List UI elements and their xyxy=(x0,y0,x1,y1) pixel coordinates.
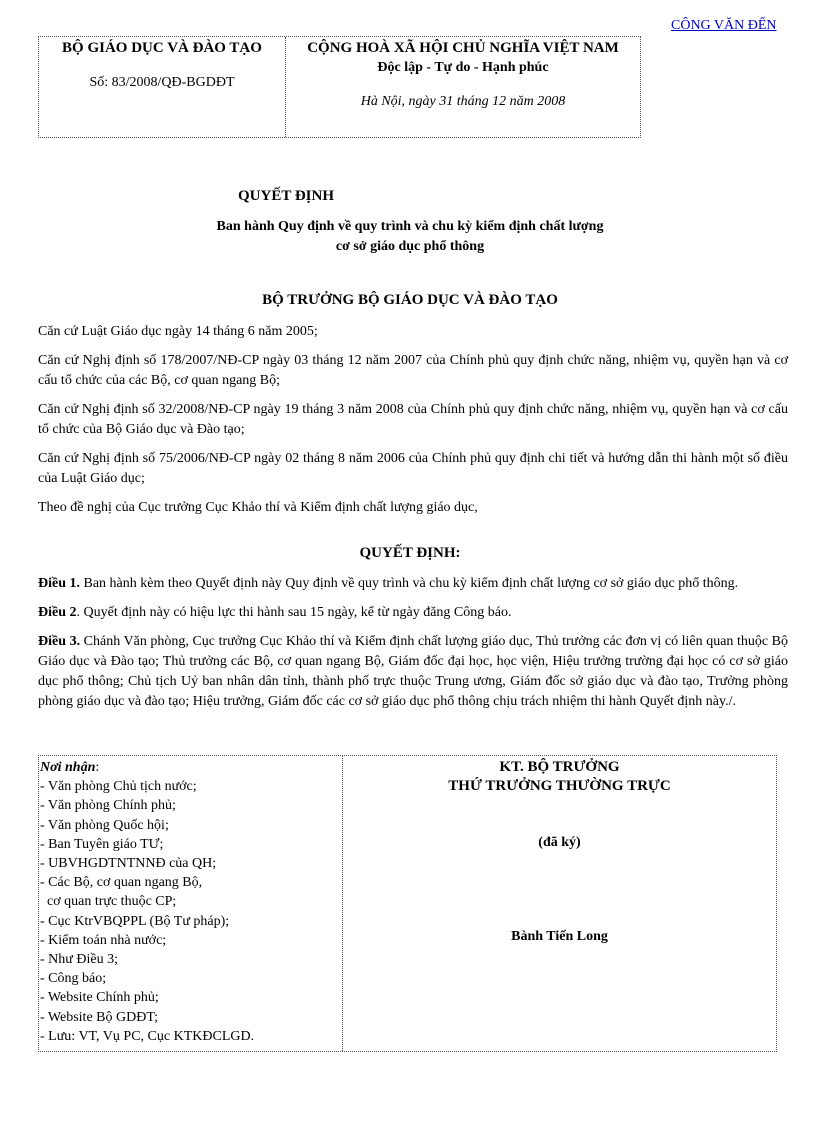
document-subtitle xyxy=(150,217,670,257)
article-text: Ban hành kèm theo Quyết định này Quy định về quy trình và chu kỳ kiểm định chất lượng cơ sở giáo dục phổ thông. xyxy=(80,576,739,591)
recipients-list xyxy=(39,756,343,1051)
recipient-item: - Văn phòng Chủ tịch nước; xyxy=(40,779,197,795)
signing-block xyxy=(343,756,776,1051)
recipient-item: - Website Bộ GDĐT; xyxy=(40,1009,158,1025)
recipient-item: - Kiểm toán nhà nước; xyxy=(40,932,167,948)
article-3 xyxy=(38,632,788,712)
signer-name: Bành Tiến Long xyxy=(511,929,608,944)
article-label: Điều 2 xyxy=(38,605,77,620)
recipient-item: - Cục KtrVBQPPL (Bộ Tư pháp); xyxy=(40,913,230,929)
incoming-document-link[interactable]: CÔNG VĂN ĐẾN xyxy=(671,18,777,33)
issuing-agency: BỘ GIÁO DỤC VÀ ĐÀO TẠO xyxy=(62,40,262,56)
article-text: Chánh Văn phòng, Cục trưởng Cục Khảo thí và Kiểm định chất lượng giáo dục, Thủ trưởng các đơn vị có liên quan thuộc Bộ Giáo dục và Đào tạo; Thủ trưởng các Bộ, cơ quan ngang Bộ, Giám đốc đại học, học viện, Hiệu trưởng trường đại học có cơ sở giáo dục phổ thông; Chủ tịch Uỷ ban nhân dân tỉnh, thành phố trực thuộc Trung ương, Giám đốc sở giáo dục và đào tạo, Trưởng phòng phòng giáo dục và đào tạo; Hiệu trưởng, Giám đốc các cơ sở giáo dục phổ thông chịu trách nhiệm thi hành Quyết định này./. xyxy=(38,634,789,709)
recipient-item: - Website Chính phủ; xyxy=(40,990,159,1006)
recipient-item: - Lưu: VT, Vụ PC, Cục KTKĐCLGD. xyxy=(40,1028,255,1044)
subtitle-line: cơ sở giáo dục phổ thông xyxy=(335,239,485,254)
legal-ground: Căn cứ Luật Giáo dục ngày 14 tháng 6 năm 2005; xyxy=(38,324,318,339)
recipient-item: cơ quan trực thuộc CP; xyxy=(40,894,177,910)
national-block xyxy=(286,37,640,137)
legal-grounds xyxy=(38,322,788,527)
national-motto: Độc lập - Tự do - Hạnh phúc xyxy=(377,60,549,75)
recipient-item: - Văn phòng Quốc hội; xyxy=(40,817,169,833)
decision-heading: QUYẾT ĐỊNH: xyxy=(359,545,461,561)
articles xyxy=(38,574,788,721)
issuer-block xyxy=(39,37,286,137)
signature-table xyxy=(38,755,777,1052)
signature-status: (đã ký) xyxy=(538,835,581,850)
article-label: Điều 1. xyxy=(38,576,80,591)
signer-role: KT. BỘ TRƯỞNG xyxy=(499,759,620,775)
document-number: Số: 83/2008/QĐ-BGDĐT xyxy=(89,75,235,90)
national-title: CỘNG HOÀ XÃ HỘI CHỦ NGHĨA VIỆT NAM xyxy=(307,40,619,56)
recipient-item: - Công báo; xyxy=(40,971,107,987)
legal-ground: Căn cứ Nghị định số 75/2006/NĐ-CP ngày 02 tháng 8 năm 2006 của Chính phủ quy định chi tiết và hướng dẫn thi hành một số điều của Luật Giáo dục; xyxy=(38,451,788,486)
place-date: Hà Nội, ngày 31 tháng 12 năm 2008 xyxy=(360,94,566,109)
signer-title: THỨ TRƯỞNG THƯỜNG TRỰC xyxy=(448,778,671,794)
recipients-heading: Nơi nhận xyxy=(40,760,96,775)
article-2 xyxy=(38,603,788,623)
recipient-item: - Ban Tuyên giáo TƯ; xyxy=(40,836,164,852)
legal-ground: Theo đề nghị của Cục trưởng Cục Khảo thí và Kiểm định chất lượng giáo dục, xyxy=(38,500,478,515)
legal-ground: Căn cứ Nghị định số 32/2008/NĐ-CP ngày 19 tháng 3 năm 2008 của Chính phủ quy định chức năng, nhiệm vụ, quyền hạn và cơ cấu tổ chức của Bộ Giáo dục và Đào tạo; xyxy=(38,402,788,437)
legal-ground: Căn cứ Nghị định số 178/2007/NĐ-CP ngày 03 tháng 12 năm 2007 của Chính phủ quy định chức năng, nhiệm vụ, quyền hạn và cơ cấu tổ chức của các Bộ, cơ quan ngang Bộ; xyxy=(38,353,788,388)
recipient-item: - UBVHGDTNTNNĐ của QH; xyxy=(40,856,217,872)
document-title: QUYẾT ĐỊNH xyxy=(238,188,334,204)
article-1 xyxy=(38,574,788,594)
document-header xyxy=(38,36,641,138)
article-label: Điều 3. xyxy=(38,634,81,649)
article-text: . Quyết định này có hiệu lực thi hành sau 15 ngày, kể từ ngày đăng Công báo. xyxy=(76,605,512,620)
recipient-item: - Như Điều 3; xyxy=(40,952,118,968)
authority-heading: BỘ TRƯỞNG BỘ GIÁO DỤC VÀ ĐÀO TẠO xyxy=(262,292,558,308)
recipients-heading-row: Nơi nhận: xyxy=(40,760,100,775)
recipient-item: - Văn phòng Chính phủ; xyxy=(40,798,176,814)
subtitle-line: Ban hành Quy định về quy trình và chu kỳ kiểm định chất lượng xyxy=(216,219,604,234)
recipient-item: - Các Bộ, cơ quan ngang Bộ, xyxy=(40,875,203,891)
